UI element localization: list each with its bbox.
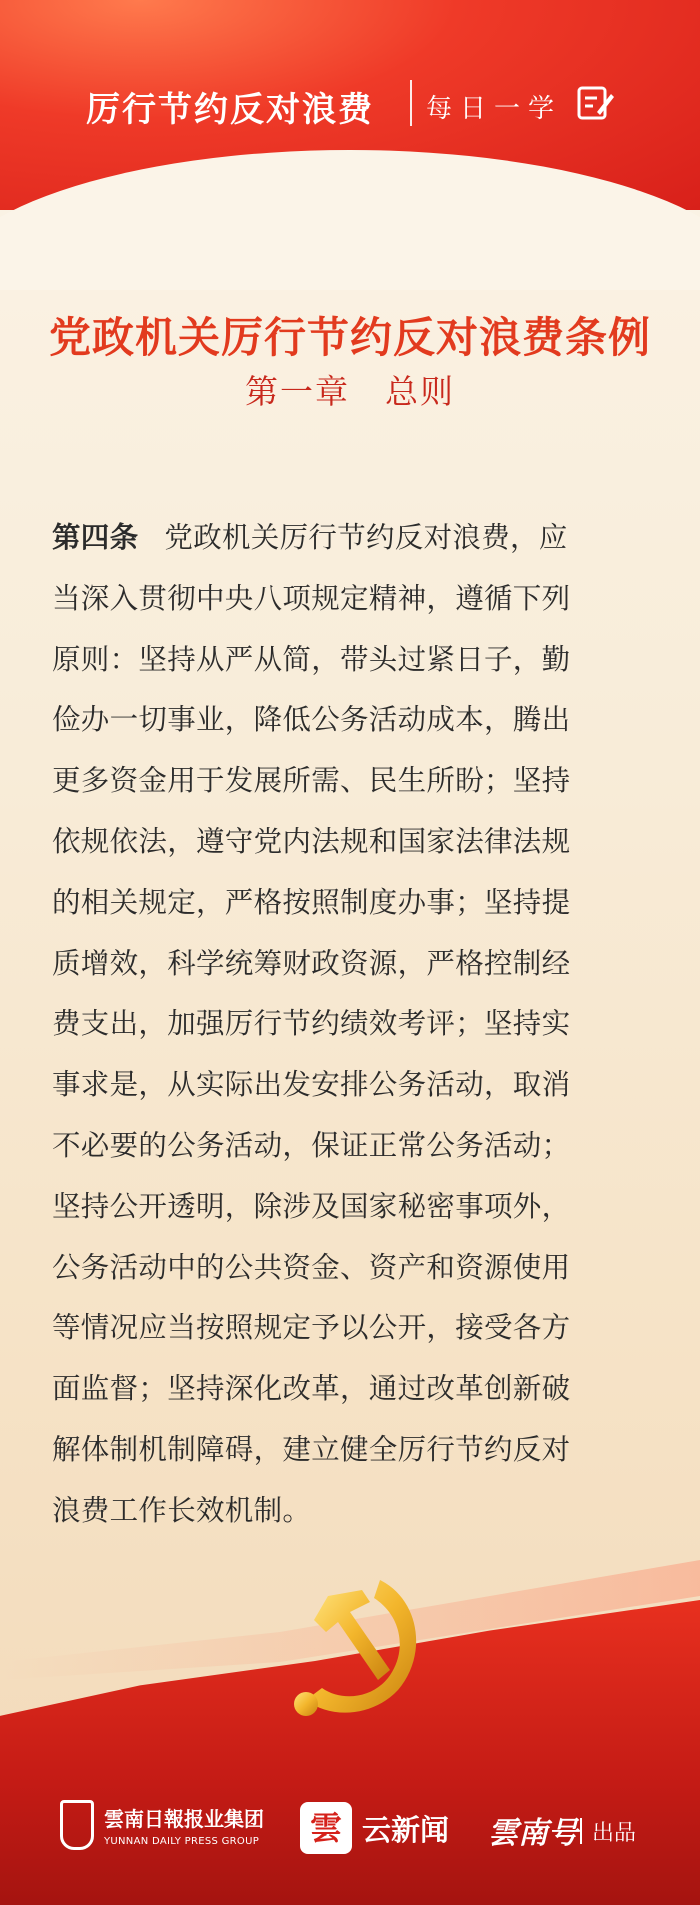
article-line: 质增效，科学统筹财政资源，严格控制经 (52, 946, 571, 980)
credit-text: 出品 (592, 1821, 637, 1846)
article-line: 俭办一切事业，降低公务活动成本，腾出 (52, 703, 571, 737)
yunnanhao-logo: 雲南号 (488, 1816, 578, 1851)
article-line: 解体制机制障碍，建立健全厉行节约反对 (52, 1432, 571, 1466)
article-line (52, 508, 656, 569)
article-line: 公务活动中的公共资金、资产和资源使用 (52, 1250, 571, 1284)
article-line-text: 党政机关厉行节约反对浪费，应 (164, 521, 568, 554)
party-emblem-icon (270, 1560, 440, 1730)
article-line: 事求是，从实际出发安排公务活动，取消 (52, 1068, 571, 1102)
page-title: 党政机关厉行节约反对浪费条例 (48, 313, 651, 362)
article-line: 坚持公开透明，除涉及国家秘密事项外， (52, 1189, 571, 1223)
yunnan-daily-en: YUNNAN DAILY PRESS GROUP (104, 1836, 260, 1847)
article-line: 原则：坚持从严从简，带头过紧日子，勤 (52, 642, 571, 676)
header-divider (410, 80, 412, 126)
footer-logos (0, 1790, 700, 1870)
article-text (52, 508, 656, 1542)
header-subtitle: 每日一学 (426, 94, 563, 124)
article-line: 更多资金用于发展所需、民生所盼；坚持 (52, 764, 571, 798)
article-line: 费支出，加强厉行节约绩效考评；坚持实 (52, 1007, 571, 1041)
yunxinwen-name: 云新闻 (362, 1812, 450, 1847)
note-edit-icon (575, 82, 615, 122)
article-line: 浪费工作长效机制。 (52, 1493, 312, 1527)
header-title: 厉行节约反对浪费 (86, 90, 374, 130)
article-line: 当深入贯彻中央八项规定精神，遵循下列 (52, 581, 571, 615)
article-line: 依规依法，遵守党内法规和国家法律法规 (52, 824, 571, 858)
credit-divider (580, 1818, 582, 1844)
article-line: 面监督；坚持深化改革，通过改革创新破 (52, 1372, 571, 1406)
article-line: 不必要的公务活动，保证正常公务活动； (52, 1128, 571, 1162)
article-line: 等情况应当按照规定予以公开，接受各方 (52, 1311, 571, 1345)
yunnan-daily-name: 雲南日報报业集团 (104, 1807, 264, 1831)
yunxinwen-app-icon: 雲 (300, 1802, 352, 1854)
yunnan-daily-logo (60, 1800, 264, 1850)
chapter-title: 第一章 总则 (245, 372, 455, 411)
yunnan-daily-mark-icon (60, 1800, 94, 1850)
yunxinwen-logo (300, 1802, 449, 1854)
article-label: 第四条 (52, 521, 139, 554)
article-line: 的相关规定，严格按照制度办事；坚持提 (52, 885, 571, 919)
